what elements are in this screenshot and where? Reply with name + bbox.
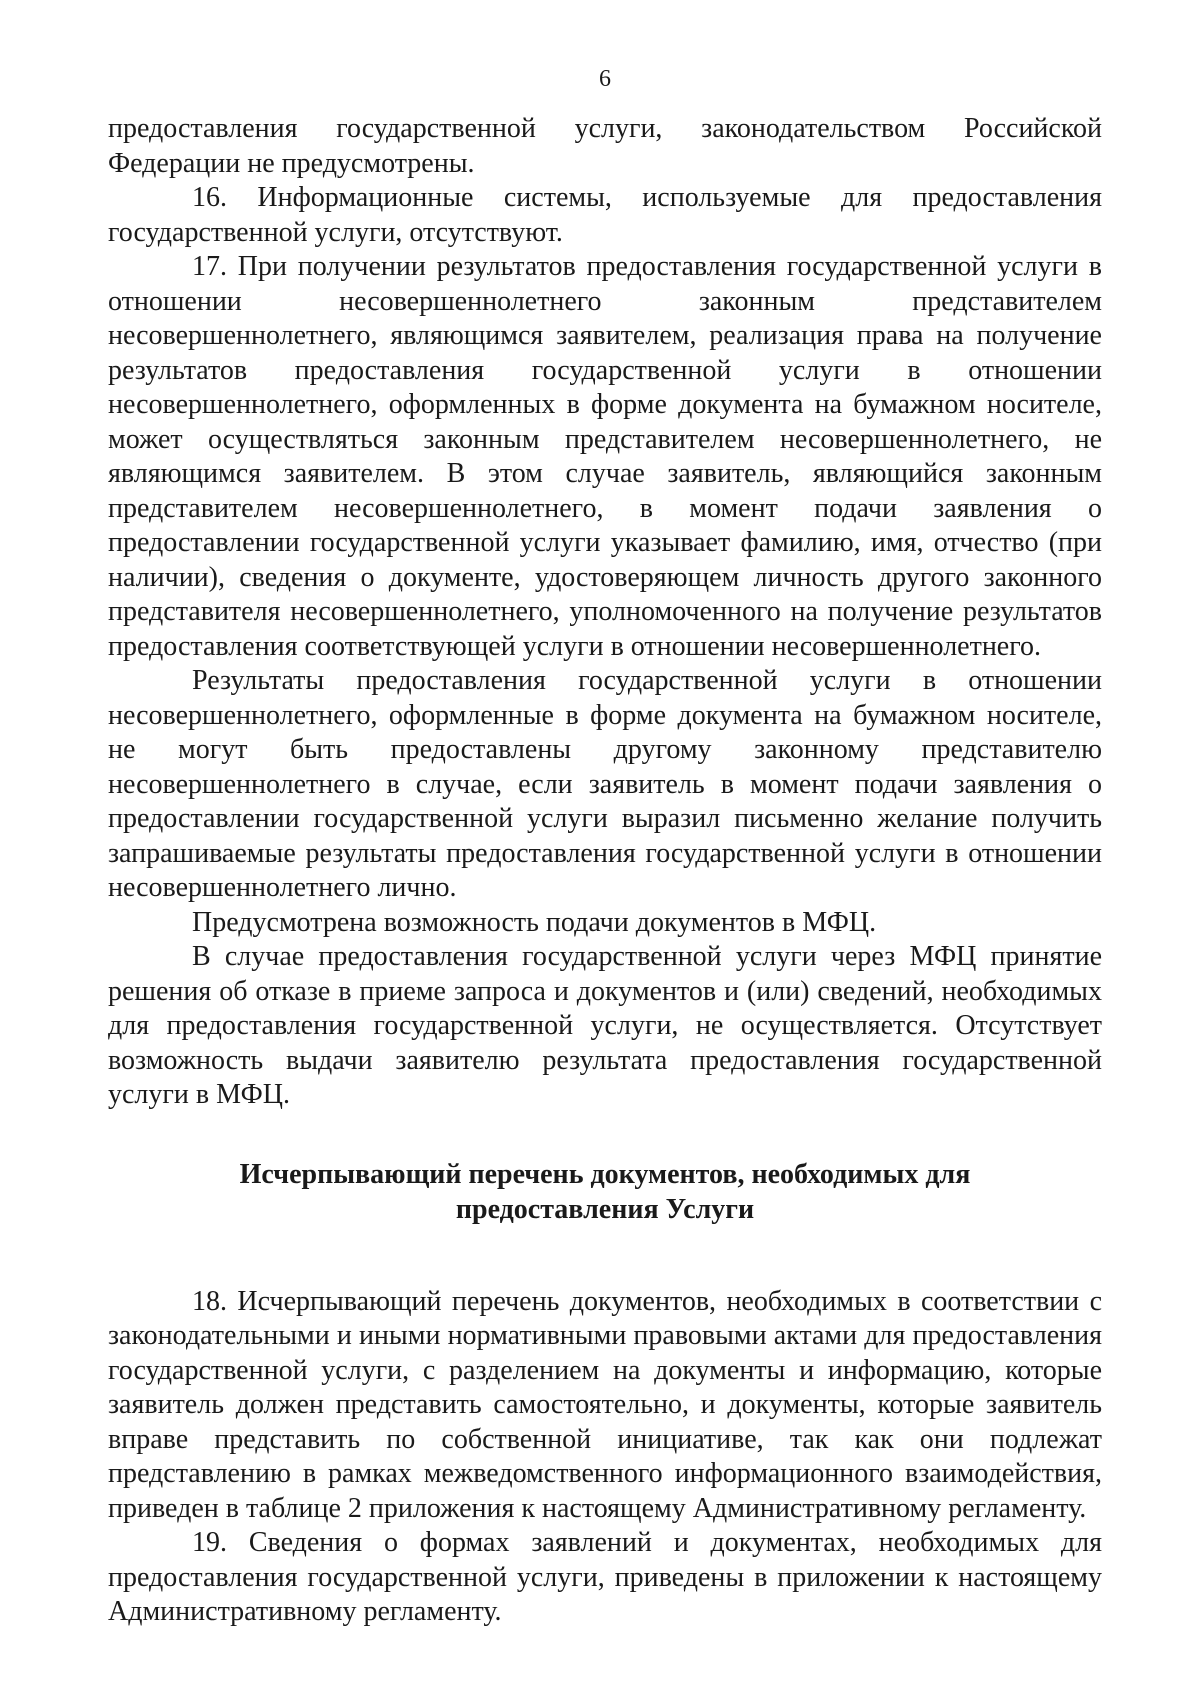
paragraph-continuation: предоставления государственной услуги, законодательством Российской Федерации не предусмотрены. bbox=[108, 113, 1102, 179]
paragraph-17: 17. При получении результатов предоставления государственной услуги в отношении несовершеннолетнего законным представителем несовершеннолетнего, являющимся заявителем, реализация права на получение результатов предоставления государственной услуги в отношении несовершеннолетнего, оформленных в форме документа на бумажном носителе, может осуществляться законным представителем несовершеннолетнего, не являющимся заявителем. В этом случае заявитель, являющийся законным представителем несовершеннолетнего, в момент подачи заявления о предоставлении государственной услуги указывает фамилию, имя, отчество (при наличии), сведения о документе, удостоверяющем личность другого законного представителя несовершеннолетнего, уполномоченного на получение результатов предоставления соответствующей услуги в отношении несовершеннолетнего. bbox=[108, 251, 1102, 662]
paragraph-16: 16. Информационные системы, используемые для предоставления государственной услуги, отсутствуют. bbox=[108, 182, 1102, 248]
paragraph-18: 18. Исчерпывающий перечень документов, необходимых в соответствии с законодательными и иными нормативными правовыми актами для предоставления государственной услуги, с разделением на документы и информацию, которые заявитель должен представить самостоятельно, и документы, которые заявитель вправе представить по собственной инициативе, так как они подлежат представлению в рамках межведомственного информационного взаимодействия, приведен в таблице 2 приложения к настоящему Административному регламенту. bbox=[108, 1285, 1102, 1524]
section-heading: Исчерпывающий перечень документов, необходимых для предоставления Услуги bbox=[239, 1158, 971, 1225]
paragraph-17-results: Результаты предоставления государственной услуги в отношении несовершеннолетнего, оформленные в форме документа на бумажном носителе, не могут быть предоставлены другому законному представителю несовершеннолетнего в случае, если заявитель в момент подачи заявления о предоставлении государственной услуги выразил письменно желание получить запрашиваемые результаты предоставления государственной услуги в отношении несовершеннолетнего лично. bbox=[108, 665, 1102, 903]
paragraph-mfc-refusal: В случае предоставления государственной услуги через МФЦ принятие решения об отказе в приеме запроса и документов и (или) сведений, необходимых для предоставления государственной услуги, не осуществляется. Отсутствует возможность выдачи заявителю результата предоставления государственной услуги в МФЦ. bbox=[108, 941, 1102, 1110]
page-number: 6 bbox=[599, 66, 611, 92]
paragraph-mfc-submission: Предусмотрена возможность подачи документов в МФЦ. bbox=[192, 906, 877, 938]
paragraph-19: 19. Сведения о формах заявлений и документах, необходимых для предоставления государственной услуги, приведены в приложении к настоящему Административному регламенту. bbox=[108, 1527, 1102, 1627]
